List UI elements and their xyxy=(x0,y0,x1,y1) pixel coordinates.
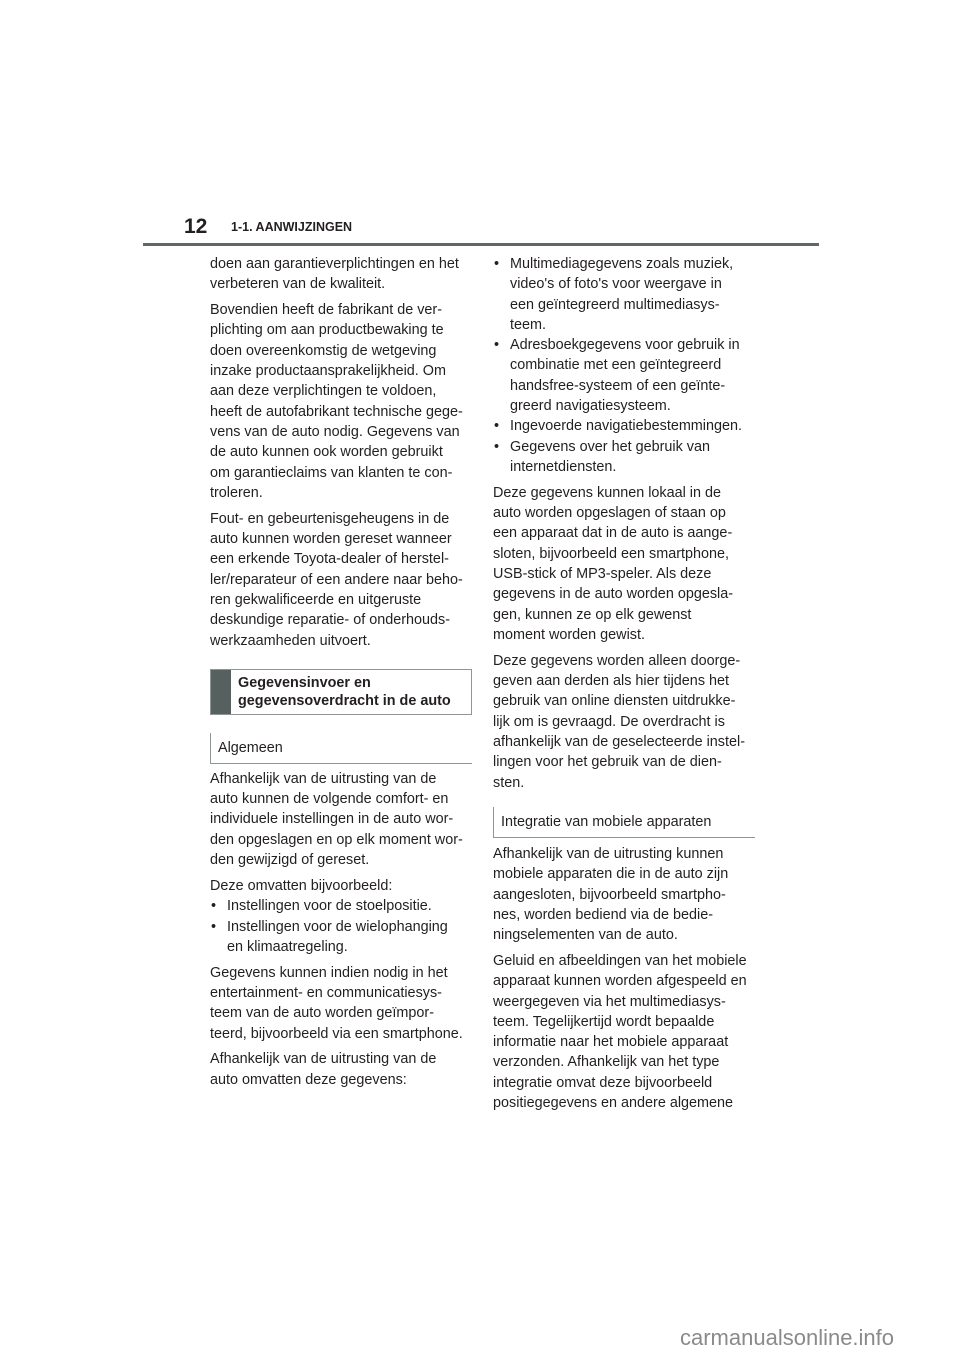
text-line: auto worden opgeslagen of staan op xyxy=(493,505,726,522)
header-rule xyxy=(143,243,819,246)
text-line: verbeteren van de kwaliteit. xyxy=(210,276,386,293)
bullet-item xyxy=(493,416,755,436)
paragraph xyxy=(493,951,755,1113)
bullet-icon: • xyxy=(494,418,500,435)
text-line: gebruik van online diensten uitdrukke- xyxy=(493,693,736,710)
text-line: gegevensoverdracht in de auto xyxy=(238,692,451,709)
text-line: weergegeven via het multimediasys- xyxy=(493,993,726,1010)
text-line: ler/reparateur of een andere naar beho- xyxy=(210,571,463,588)
paragraph xyxy=(210,963,472,1044)
section-heading-box xyxy=(210,669,472,715)
paragraph xyxy=(210,876,472,896)
text-line: apparaat kunnen worden afgespeeld en xyxy=(493,973,747,990)
text-line: lingen voor het gebruik van de dien- xyxy=(493,754,722,771)
chapter-title: 1-1. AANWIJZINGEN xyxy=(231,220,353,234)
text-line: internetdiensten. xyxy=(510,458,617,475)
bullet-item xyxy=(210,917,472,958)
bullet-icon: • xyxy=(494,256,500,272)
text-line: handsfree-systeem of een geïnte- xyxy=(510,377,726,394)
text-line: sten. xyxy=(493,774,525,791)
left-column xyxy=(210,254,472,1096)
text-line: nes, worden bediend via de bedie- xyxy=(493,906,714,923)
text-line: Multimediagegevens zoals muziek, xyxy=(510,256,734,272)
paragraph xyxy=(493,483,755,645)
paragraph xyxy=(210,769,472,870)
right-column xyxy=(493,254,755,1119)
text-line: Adresboekgegevens voor gebruik in xyxy=(510,337,740,354)
section-heading-text xyxy=(231,670,451,714)
text-line: den opgeslagen en op elk moment wor- xyxy=(210,831,463,848)
text-line: integratie omvat deze bijvoorbeeld xyxy=(493,1074,713,1091)
text-line: een geïntegreerd multimediasys- xyxy=(510,296,720,313)
text-line: aan deze verplichtingen te voldoen, xyxy=(210,383,437,400)
text-line: een apparaat dat in de auto is aange- xyxy=(493,525,733,542)
text-line: moment worden gewist. xyxy=(493,626,645,643)
paragraph xyxy=(210,254,472,295)
text-line: Deze gegevens worden alleen doorge- xyxy=(493,652,741,669)
text-line: combinatie met een geïntegreerd xyxy=(510,357,722,374)
text-line: Instellingen voor de wielophanging xyxy=(227,918,448,935)
paragraph xyxy=(210,1049,472,1090)
text-line: Integratie van mobiele apparaten xyxy=(501,813,712,830)
text-line: auto kunnen worden gereset wanneer xyxy=(210,531,452,548)
bullet-item xyxy=(493,437,755,478)
paragraph xyxy=(210,300,472,503)
text-line: lijk om is gevraagd. De overdracht is xyxy=(493,713,725,730)
text-line: ren gekwalificeerde en uitgeruste xyxy=(210,591,422,608)
text-line: Gegevens over het gebruik van xyxy=(510,438,710,455)
text-line: en klimaatregeling. xyxy=(227,938,348,955)
text-line: Geluid en afbeeldingen van het mobiele xyxy=(493,952,747,969)
text-line: heeft de autofabrikant technische gege- xyxy=(210,403,463,420)
bullet-icon: • xyxy=(211,898,217,915)
text-line: teem. Tegelijkertijd wordt bepaalde xyxy=(493,1013,715,1030)
text-line: video's of foto's voor weergave in xyxy=(510,276,722,293)
paragraph xyxy=(493,844,755,945)
text-line: gegevens in de auto worden opgesla- xyxy=(493,586,734,603)
text-line: Afhankelijk van de uitrusting van de xyxy=(210,1051,437,1068)
text-line: greerd navigatiesysteem. xyxy=(510,398,671,415)
text-line: ningselementen van de auto. xyxy=(493,927,678,944)
bullet-icon: • xyxy=(494,337,500,354)
text-line: teem. xyxy=(510,316,546,333)
paragraph xyxy=(210,509,472,651)
text-line: een erkende Toyota-dealer of herstel- xyxy=(210,551,449,568)
text-line: de auto kunnen ook worden gebruikt xyxy=(210,444,443,461)
text-line: Instellingen voor de stoelpositie. xyxy=(227,898,432,915)
text-line: deskundige reparatie- of onderhouds- xyxy=(210,612,451,629)
text-line: Fout- en gebeurtenisgeheugens in de xyxy=(210,510,450,527)
text-line: teerd, bijvoorbeeld via een smartphone. xyxy=(210,1025,463,1042)
text-line: teem van de auto worden geïmpor- xyxy=(210,1005,434,1022)
paragraph xyxy=(493,651,755,793)
text-line: USB-stick of MP3-speler. Als deze xyxy=(493,566,712,583)
text-line: troleren. xyxy=(210,484,263,501)
subheading xyxy=(493,807,755,838)
text-line: aangesloten, bijvoorbeeld smartpho- xyxy=(493,886,726,903)
text-line: inzake productaansprakelijkheid. Om xyxy=(210,363,446,380)
bullet-item xyxy=(493,254,755,335)
text-line: Deze omvatten bijvoorbeeld: xyxy=(210,877,393,894)
watermark: carmanualsonline.info xyxy=(680,1325,895,1350)
text-line: Ingevoerde navigatiebestemmingen. xyxy=(510,418,742,435)
text-line: doen aan garantieverplichtingen en het xyxy=(210,256,459,272)
text-line: Afhankelijk van de uitrusting kunnen xyxy=(493,845,724,862)
text-line: plichting om aan productbewaking te xyxy=(210,322,444,339)
text-line: Afhankelijk van de uitrusting van de xyxy=(210,770,437,787)
text-line: Deze gegevens kunnen lokaal in de xyxy=(493,484,722,501)
bullet-icon: • xyxy=(211,918,217,935)
text-line: auto kunnen de volgende comfort- en xyxy=(210,791,449,808)
text-line: om garantieclaims van klanten te con- xyxy=(210,464,453,481)
subheading xyxy=(210,733,472,764)
text-line: verzonden. Afhankelijk van het type xyxy=(493,1054,720,1071)
text-line: gen, kunnen ze op elk gewenst xyxy=(493,606,692,623)
text-line: Gegevens kunnen indien nodig in het xyxy=(210,964,448,981)
text-line: positiegegevens en andere algemene xyxy=(493,1095,734,1112)
bullet-icon: • xyxy=(494,438,500,455)
text-line: afhankelijk van de geselecteerde instel- xyxy=(493,734,745,751)
bullet-item xyxy=(493,335,755,416)
text-line: entertainment- en communicatiesys- xyxy=(210,984,442,1001)
text-line: sloten, bijvoorbeeld een smartphone, xyxy=(493,545,729,562)
text-line: den gewijzigd of gereset. xyxy=(210,852,370,869)
text-line: doen overeenkomstig de wetgeving xyxy=(210,342,437,359)
section-heading-bar xyxy=(211,670,231,714)
text-line: geven aan derden als hier tijdens het xyxy=(493,673,730,690)
text-line: Algemeen xyxy=(218,739,283,756)
text-line: Gegevensinvoer en xyxy=(238,674,371,691)
text-line: werkzaamheden uitvoert. xyxy=(210,632,371,649)
text-line: Bovendien heeft de fabrikant de ver- xyxy=(210,302,442,319)
bullet-item xyxy=(210,896,472,916)
text-line: informatie naar het mobiele apparaat xyxy=(493,1034,729,1051)
text-line: individuele instellingen in de auto wor- xyxy=(210,811,454,828)
text-line: vens van de auto nodig. Gegevens van xyxy=(210,423,460,440)
text-line: auto omvatten deze gegevens: xyxy=(210,1071,407,1088)
text-line: mobiele apparaten die in de auto zijn xyxy=(493,866,729,883)
page-number: 12 xyxy=(184,215,208,238)
